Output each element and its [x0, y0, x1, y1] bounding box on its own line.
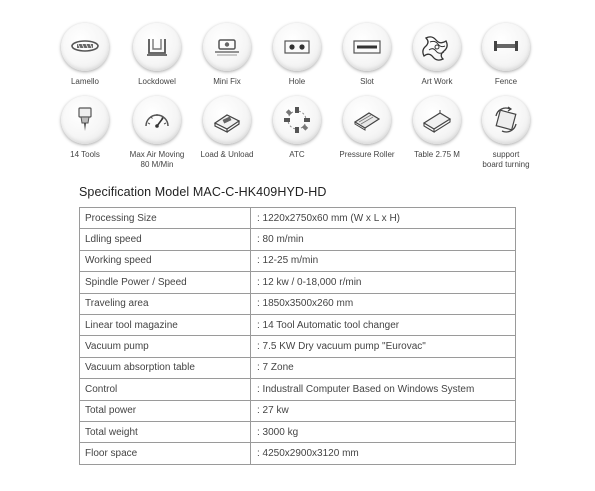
feature-label: Slot: [360, 77, 374, 86]
table-row: [80, 314, 516, 335]
feature-label: Table 2.75 M: [414, 150, 460, 159]
table-row: [80, 272, 516, 293]
spec-key: Spindle Power / Speed: [80, 272, 251, 293]
feature-atc: [257, 96, 337, 160]
feature-tools: [45, 96, 125, 160]
art-work-icon: [420, 30, 454, 64]
feature-label: Lockdowel: [138, 77, 176, 86]
feature-label: [117, 150, 197, 170]
feature-circle: [273, 23, 321, 71]
feature-circle: [413, 96, 461, 144]
spec-value: : 1220x2750x60 mm (W x L x H): [251, 208, 516, 229]
table-row: [80, 357, 516, 378]
table-row: [80, 250, 516, 271]
feature-circle: [133, 96, 181, 144]
feature-hole: [257, 23, 337, 87]
spec-value: : 12-25 m/min: [251, 250, 516, 271]
spec-value: : 80 m/min: [251, 229, 516, 250]
feature-mini-fix: [187, 23, 267, 87]
spec-key: Traveling area: [80, 293, 251, 314]
spec-title: Specification Model MAC-C-HK409HYD-HD: [79, 185, 327, 199]
fence-icon: [489, 30, 523, 64]
pressure-roller-icon: [350, 103, 384, 137]
feature-label-line2: board turning: [482, 160, 530, 169]
spec-key: Linear tool magazine: [80, 314, 251, 335]
feature-label: Lamello: [70, 77, 99, 86]
lamello-icon: [68, 30, 102, 64]
spec-key: Total weight: [80, 421, 251, 442]
spec-key: Total power: [80, 400, 251, 421]
feature-fence: [466, 23, 546, 87]
spec-value: : 4250x2900x3120 mm: [251, 443, 516, 464]
feature-label: Pressure Roller: [339, 150, 395, 159]
feature-circle: [343, 23, 391, 71]
feature-label: Mini Fix: [213, 77, 241, 86]
spec-value: : 3000 kg: [251, 421, 516, 442]
board-turning-icon: [489, 103, 523, 137]
feature-label: [466, 150, 546, 170]
feature-lamello: [45, 23, 125, 87]
table-row: [80, 293, 516, 314]
feature-label: Fence: [494, 77, 518, 86]
table-row: [80, 229, 516, 250]
feature-air-moving: [117, 96, 197, 170]
feature-label-line1: Max Air Moving: [129, 150, 185, 159]
spec-table: [79, 207, 516, 465]
feature-label: 14 Tools: [70, 150, 100, 159]
spec-value: : 12 kw / 0-18,000 r/min: [251, 272, 516, 293]
feature-circle: [482, 23, 530, 71]
slot-icon: [350, 30, 384, 64]
spec-value: : 7.5 KW Dry vacuum pump "Eurovac": [251, 336, 516, 357]
spec-key: Working speed: [80, 250, 251, 271]
feature-label-line2: 80 M/Min: [140, 160, 174, 169]
feature-circle: [61, 96, 109, 144]
spec-value: : 27 kw: [251, 400, 516, 421]
feature-art-work: [397, 23, 477, 87]
feature-board-turning: [466, 96, 546, 170]
table-row: [80, 379, 516, 400]
table-row: [80, 208, 516, 229]
mini-fix-icon: [210, 30, 244, 64]
spec-key: Processing Size: [80, 208, 251, 229]
spec-key: Control: [80, 379, 251, 400]
spec-value: : 1850x3500x260 mm: [251, 293, 516, 314]
hole-icon: [280, 30, 314, 64]
gauge-icon: [140, 103, 174, 137]
feature-label-line1: support: [492, 150, 520, 159]
feature-circle: [343, 96, 391, 144]
lockdowel-icon: [140, 30, 174, 64]
table-row: [80, 400, 516, 421]
feature-lockdowel: [117, 23, 197, 87]
feature-slot: [327, 23, 407, 87]
table-row: [80, 443, 516, 464]
feature-label: Load & Unload: [200, 150, 254, 159]
table-icon: [420, 103, 454, 137]
feature-circle: [133, 23, 181, 71]
spec-key: Floor space: [80, 443, 251, 464]
atc-icon: [280, 103, 314, 137]
tools-icon: [68, 103, 102, 137]
feature-icons: [0, 0, 595, 180]
feature-label: Art Work: [421, 77, 453, 86]
feature-circle: [61, 23, 109, 71]
feature-circle: [273, 96, 321, 144]
feature-circle: [203, 23, 251, 71]
feature-circle: [482, 96, 530, 144]
feature-circle: [203, 96, 251, 144]
spec-key: Vacuum pump: [80, 336, 251, 357]
feature-pressure-roller: [327, 96, 407, 160]
spec-key: Vacuum absorption table: [80, 357, 251, 378]
spec-value: : 14 Tool Automatic tool changer: [251, 314, 516, 335]
table-row: [80, 336, 516, 357]
feature-label: ATC: [289, 150, 305, 159]
feature-circle: [413, 23, 461, 71]
load-unload-icon: [210, 103, 244, 137]
feature-label: Hole: [288, 77, 306, 86]
spec-value: : Industrall Computer Based on Windows System: [251, 379, 516, 400]
spec-value: : 7 Zone: [251, 357, 516, 378]
spec-key: Ldling speed: [80, 229, 251, 250]
feature-table: [397, 96, 477, 160]
table-row: [80, 421, 516, 442]
feature-load-unload: [187, 96, 267, 160]
